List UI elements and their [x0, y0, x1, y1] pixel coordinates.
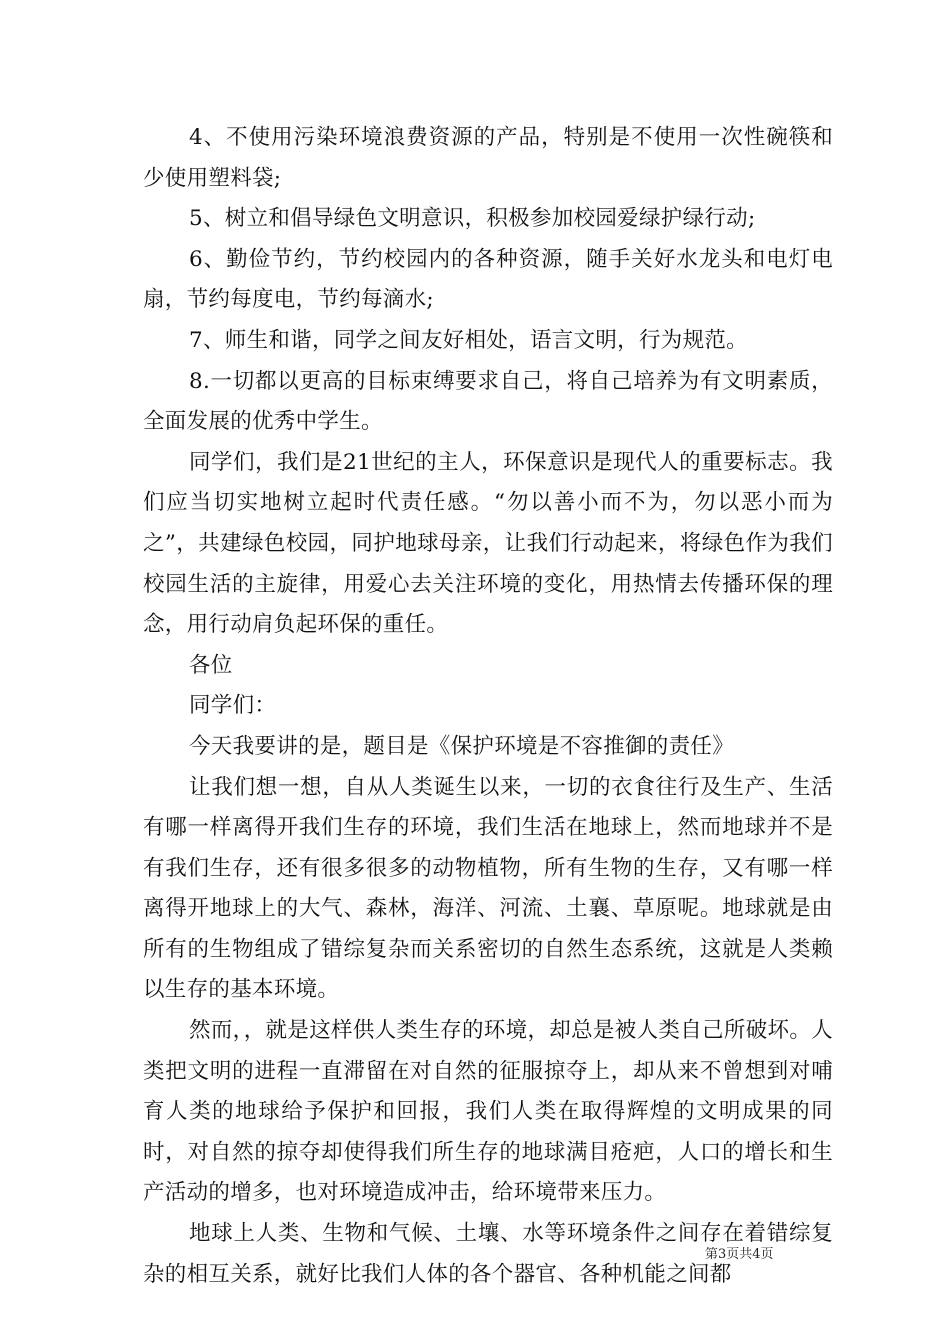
- page-number-label: 第3页共4页: [705, 1247, 774, 1262]
- paragraph: 8.一切都以更高的目标束缚要求自己，将自己培养为有文明素质，全面发展的优秀中学生。: [143, 368, 833, 435]
- paragraph: 6、勤俭节约，节约校园内的各种资源，随手关好水龙头和电灯电扇，节约每度电，节约每滴水;: [143, 246, 833, 313]
- paragraph: 各位: [189, 652, 233, 678]
- paragraph: 地球上人类、生物和气候、土壤、水等环境条件之间存在着错综复杂的相互关系，就好比我们人体的各个器官、各种机能之间都: [143, 1221, 833, 1287]
- paragraph: 7、师生和谐，同学之间友好相处，语言文明，行为规范。: [189, 327, 748, 353]
- page-number-footer: [705, 1243, 774, 1262]
- paragraph: 今天我要讲的是，题目是《保护环境是不容推御的责任》: [189, 733, 735, 759]
- paragraph: 5、树立和倡导绿色文明意识，积极参加校园爱绿护绿行动;: [189, 206, 756, 232]
- paragraph: 同学们，我们是21世纪的主人，环保意识是现代人的重要标志。我们应当切实地树立起时代责任感。“勿以善小而不为，勿以恶小而为之”，共建绿色校园，同护地球母亲，让我们行动起来，将绿色作为我们校园生活的主旋律，用爱心去关注环境的变化，用热情去传播环保的理念，用行动肩负起环保的重任。: [143, 449, 833, 638]
- paragraph: 然而，，就是这样供人类生存的环境，却总是被人类自己所破坏。人类把文明的进程一直滞留在对自然的征服掠夺上，却从来不曾想到对哺育人类的地球给予保护和回报，我们人类在取得辉煌的文明成果的同时，对自然的掠夺却使得我们所生存的地球满目疮疤，人口的增长和生产活动的增多，也对环境造成冲击，给环境带来压力。: [143, 1018, 833, 1206]
- document-body: [143, 118, 833, 1295]
- paragraph: 让我们想一想，自从人类诞生以来，一切的衣食往行及生产、生活有哪一样离得开我们生存的环境，我们生活在地球上，然而地球并不是有我们生存，还有很多很多的动物植物，所有生物的生存，又有哪一样离得开地球上的大气、森林，海洋、河流、土襄、草原呢。地球就是由所有的生物组成了错综复杂而关系密切的自然生态系统，这就是人类赖以生存的基本环境。: [143, 774, 833, 1003]
- paragraph: 4、不使用污染环境浪费资源的产品，特别是不使用一次性碗筷和少使用塑料袋;: [143, 125, 833, 191]
- paragraph: 同学们：: [189, 693, 277, 719]
